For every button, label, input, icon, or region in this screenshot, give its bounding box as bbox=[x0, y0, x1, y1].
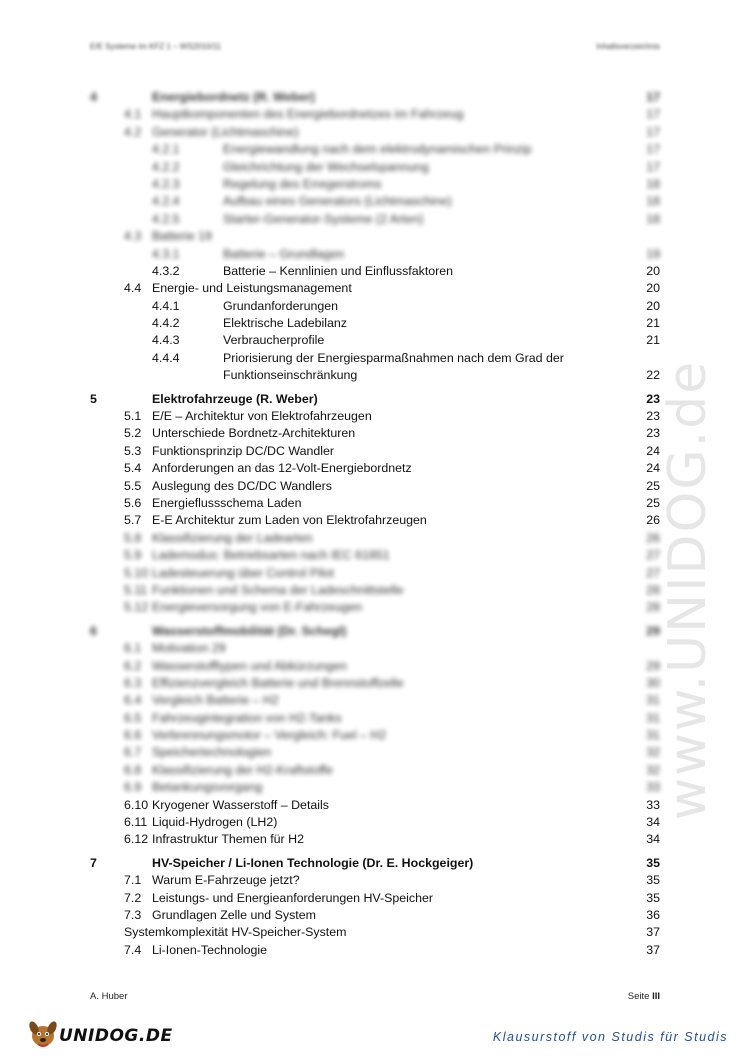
toc-entry-title: Energiebordnetz (R. Weber) bbox=[152, 90, 315, 104]
toc-entry-number: 5.11 bbox=[124, 582, 148, 597]
toc-entry-row bbox=[90, 675, 660, 692]
toc-entry-number: 4.3 bbox=[124, 229, 142, 244]
toc-entry-title: Motivation 29 bbox=[152, 641, 226, 656]
toc-entry-title: Elektrofahrzeuge (R. Weber) bbox=[152, 391, 318, 406]
toc-entry-number: 6.7 bbox=[124, 745, 142, 760]
toc-entry-title: E/E – Architektur von Elektrofahrzeugen bbox=[152, 409, 372, 424]
toc-entry-page: 34 bbox=[646, 815, 660, 830]
toc-entry-row bbox=[90, 332, 660, 349]
toc-entry-row bbox=[90, 779, 660, 796]
toc-entry-page: 28 bbox=[646, 600, 660, 615]
toc-entry-number: 6.5 bbox=[124, 710, 142, 725]
toc-entry-number: 4.2 bbox=[124, 124, 142, 139]
toc-entry-number: 6.10 bbox=[124, 797, 149, 812]
toc-entry-page: 17 bbox=[646, 159, 660, 174]
toc-entry-row bbox=[90, 211, 660, 228]
toc-entry-title: Gleichrichtung der Wechselspannung bbox=[223, 159, 429, 174]
toc-entry-page: 18 bbox=[646, 176, 660, 191]
footer-page-number: III bbox=[652, 991, 660, 1002]
toc-entry-title: Energieflussschema Laden bbox=[152, 496, 302, 510]
toc-entry-title: Ladesteuerung über Control Pilot bbox=[152, 565, 334, 580]
toc-entry-number: 4.1 bbox=[124, 107, 142, 122]
toc-entry-title: Starter-Generator-Systeme (2 Arten) bbox=[223, 211, 424, 226]
toc-entry-title: Batterie – Grundlagen bbox=[223, 246, 345, 261]
toc-entry-row bbox=[90, 106, 660, 123]
toc-entry-page: 32 bbox=[646, 745, 660, 760]
toc-entry-row bbox=[90, 530, 660, 547]
header-section-title: Inhaltsverzeichnis bbox=[596, 42, 660, 51]
slogan: Klausurstoff von Studis für Studis bbox=[492, 1030, 728, 1044]
toc-entry-title: Lademodus: Betriebsarten nach IEC 61851 bbox=[152, 548, 390, 563]
toc-entry-row bbox=[90, 478, 660, 495]
toc-entry-title: Funktionsprinzip DC/DC Wandler bbox=[152, 443, 335, 458]
toc-entry-number: 4.4.1 bbox=[152, 298, 180, 313]
toc-entry-row bbox=[90, 228, 660, 245]
toc-entry-title: Wasserstofftypen und Abkürzungen bbox=[152, 658, 347, 673]
toc-entry-page: 28 bbox=[646, 582, 660, 597]
toc-entry-page: 32 bbox=[646, 762, 660, 777]
toc-entry-title: Wasserstoffmobilität (Dr. Schegl) bbox=[152, 623, 347, 638]
toc-entry-number: 5.10 bbox=[124, 565, 149, 580]
toc-entry-number: 6 bbox=[90, 623, 97, 638]
toc-entry-row bbox=[90, 193, 660, 210]
toc-entry-row bbox=[90, 640, 660, 657]
toc-entry-page: 26 bbox=[646, 513, 660, 528]
toc-entry-page: 20 bbox=[646, 281, 660, 296]
header-course-title: E/E Systeme im KFZ 1 – WS2010/11 bbox=[90, 42, 222, 51]
toc-entry-row bbox=[90, 744, 660, 761]
toc-entry-page: 18 bbox=[646, 211, 660, 226]
toc-entry-row bbox=[90, 460, 660, 477]
toc-entry-page: 31 bbox=[646, 693, 660, 708]
toc-entry-page: 18 bbox=[646, 194, 660, 209]
toc-entry-title: Aufbau eines Generators (Lichtmaschine) bbox=[223, 194, 452, 209]
toc-entry-title: Liquid-Hydrogen (LH2) bbox=[152, 815, 278, 830]
toc-entry-number: 4.2.1 bbox=[152, 142, 180, 157]
toc-entry-title: Hauptkomponenten des Energiebordnetzes im Fahrzeug bbox=[152, 107, 464, 122]
toc-entry-number: 4.2.5 bbox=[152, 211, 180, 226]
toc-entry-title: Kryogener Wasserstoff – Details bbox=[152, 797, 329, 812]
toc-entry-number: 4.2.3 bbox=[152, 176, 180, 191]
footer-page-label: Seite bbox=[627, 991, 650, 1002]
toc-entry-page: 24 bbox=[646, 461, 660, 476]
toc-entry-page: 37 bbox=[646, 942, 660, 957]
toc-entry-page: 35 bbox=[646, 890, 660, 905]
toc-entry-number: 5.4 bbox=[124, 461, 142, 476]
toc-entry-title: Elektrische Ladebilanz bbox=[223, 316, 347, 331]
toc-entry-row bbox=[90, 907, 660, 924]
toc-entry-page: 31 bbox=[646, 728, 660, 743]
toc-entry-page: 17 bbox=[646, 90, 660, 104]
toc-entry-number: 6.4 bbox=[124, 693, 142, 708]
toc-entry-page: 21 bbox=[646, 316, 660, 331]
toc-entry-title: HV-Speicher / Li-Ionen Technologie (Dr. E. Hockgeiger) bbox=[152, 855, 474, 870]
table-of-contents bbox=[90, 89, 660, 959]
toc-entry-number: 4.3.1 bbox=[152, 246, 180, 261]
logo-text: UNIDOG.DE bbox=[59, 1026, 173, 1046]
toc-entry-page: 17 bbox=[646, 124, 660, 139]
toc-entry-row bbox=[90, 176, 660, 193]
page-header bbox=[90, 42, 660, 56]
toc-entry-title: Betankungsvorgang bbox=[152, 780, 263, 795]
toc-entry-title: Priorisierung der Energiesparmaßnahmen nach dem Grad der Funktionseinschränkung bbox=[223, 350, 564, 383]
toc-entry-title: Grundanforderungen bbox=[223, 298, 339, 313]
toc-entry-number: 7.4 bbox=[124, 942, 142, 957]
toc-entry-title: Energiewandlung nach dem elektrodynamischen Prinzip bbox=[223, 142, 532, 157]
toc-entry-title: Fahrzeugintegration von H2-Tanks bbox=[152, 710, 342, 725]
toc-entry-title: Funktionen und Schema der Ladeschnittstelle bbox=[152, 582, 404, 597]
toc-entry-page: 35 bbox=[646, 873, 660, 888]
toc-entry-page: 27 bbox=[646, 565, 660, 580]
dog-mascot-icon bbox=[26, 1016, 60, 1050]
toc-entry-number: 6.8 bbox=[124, 762, 142, 777]
toc-entry-row bbox=[90, 350, 660, 385]
toc-entry-number: 5.9 bbox=[124, 548, 142, 563]
toc-entry-row bbox=[90, 872, 660, 889]
toc-entry-number: 4.4.3 bbox=[152, 333, 180, 348]
toc-entry-number: 4.2.2 bbox=[152, 159, 180, 174]
toc-entry-title: Anforderungen an das 12-Volt-Energiebordnetz bbox=[152, 461, 412, 476]
toc-entry-page: 23 bbox=[646, 391, 660, 406]
toc-entry-page: 21 bbox=[646, 333, 660, 348]
toc-entry-row bbox=[90, 512, 660, 529]
toc-entry-row bbox=[90, 159, 660, 176]
toc-entry-page: 26 bbox=[646, 530, 660, 545]
toc-entry-page: 35 bbox=[646, 855, 660, 870]
toc-entry-title: Verbraucherprofile bbox=[223, 333, 325, 348]
toc-entry-number: 4.2.4 bbox=[152, 194, 180, 209]
toc-entry-number: 7.3 bbox=[124, 907, 142, 922]
toc-entry-number: 6.9 bbox=[124, 780, 142, 795]
toc-entry-number: 5.8 bbox=[124, 530, 142, 545]
toc-chapter-row bbox=[90, 89, 660, 106]
toc-entry-row bbox=[90, 727, 660, 744]
toc-entry-page: 33 bbox=[646, 797, 660, 812]
toc-entry-page: 24 bbox=[646, 443, 660, 458]
toc-entry-title: Verbrennungsmotor – Vergleich: Fuel – H2 bbox=[152, 728, 387, 743]
toc-entry-page: 33 bbox=[646, 780, 660, 795]
toc-entry-page: 23 bbox=[646, 426, 660, 441]
toc-entry-title: Generator (Lichtmaschine) bbox=[152, 124, 299, 139]
toc-entry-row bbox=[90, 565, 660, 582]
toc-entry-page: 30 bbox=[646, 675, 660, 690]
toc-chapter-row bbox=[90, 391, 660, 408]
toc-entry-title: Systemkomplexität HV-Speicher-System bbox=[124, 925, 347, 940]
toc-entry-title: E-E Architektur zum Laden von Elektrofahrzeugen bbox=[152, 513, 427, 528]
toc-entry-number: 5.1 bbox=[124, 409, 142, 424]
unidog-logo bbox=[26, 1016, 173, 1050]
toc-entry-title: Batterie – Kennlinien und Einflussfaktoren bbox=[223, 263, 454, 278]
toc-entry-row bbox=[90, 141, 660, 158]
toc-entry-row bbox=[90, 408, 660, 425]
toc-entry-title: Energieversorgung von E-Fahrzeugen bbox=[152, 600, 363, 615]
toc-entry-page: 22 bbox=[646, 368, 660, 383]
toc-entry-title: Klassifizierung der H2-Kraftstoffe bbox=[152, 762, 333, 777]
toc-entry-row bbox=[90, 298, 660, 315]
toc-entry-row bbox=[90, 942, 660, 959]
toc-entry-number: 5 bbox=[90, 391, 97, 406]
toc-entry-title: Auslegung des DC/DC Wandlers bbox=[152, 478, 332, 493]
toc-entry-number: 4.4.4 bbox=[152, 350, 180, 365]
toc-entry-page: 17 bbox=[646, 142, 660, 157]
toc-entry-row bbox=[90, 692, 660, 709]
toc-entry-number: 4.4.2 bbox=[152, 316, 180, 331]
toc-chapter-row bbox=[90, 623, 660, 640]
toc-entry-row bbox=[90, 315, 660, 332]
toc-entry-number: 4 bbox=[90, 90, 97, 104]
toc-entry-page: 29 bbox=[646, 623, 660, 638]
toc-chapter-row bbox=[90, 855, 660, 872]
toc-entry-row bbox=[90, 443, 660, 460]
toc-entry-title: Leistungs- und Energieanforderungen HV-Speicher bbox=[152, 890, 434, 905]
page-footer bbox=[90, 991, 660, 1005]
toc-entry-number: 6.6 bbox=[124, 728, 142, 743]
toc-entry-page: 25 bbox=[646, 496, 660, 510]
toc-entry-page: 25 bbox=[646, 478, 660, 493]
toc-entry-title: Regelung des Erregerstroms bbox=[223, 176, 382, 191]
toc-entry-number: 5.2 bbox=[124, 426, 142, 441]
toc-entry-row bbox=[90, 599, 660, 616]
toc-entry-row bbox=[90, 495, 660, 512]
toc-entry-row bbox=[90, 124, 660, 141]
toc-entry-page: 37 bbox=[646, 925, 660, 940]
toc-entry-page: 36 bbox=[646, 907, 660, 922]
toc-entry-number: 5.7 bbox=[124, 513, 142, 528]
toc-entry-row bbox=[90, 246, 660, 263]
toc-entry-number: 5.12 bbox=[124, 600, 149, 615]
toc-entry-title: Warum E-Fahrzeuge jetzt? bbox=[152, 873, 300, 888]
toc-entry-page: 27 bbox=[646, 548, 660, 563]
toc-entry-row bbox=[90, 710, 660, 727]
toc-entry-page: 20 bbox=[646, 263, 660, 278]
toc-entry-row bbox=[90, 831, 660, 848]
toc-entry-title: Batterie 19 bbox=[152, 229, 212, 244]
toc-entry-page: 17 bbox=[646, 107, 660, 122]
toc-entry-title: Energie- und Leistungsmanagement bbox=[152, 281, 352, 296]
toc-entry-title: Klassifizierung der Ladearten bbox=[152, 530, 313, 545]
toc-entry-number: 7.2 bbox=[124, 890, 142, 905]
toc-entry-number: 4.4 bbox=[124, 281, 142, 296]
toc-entry-title: Li-Ionen-Technologie bbox=[152, 942, 268, 957]
toc-entry-number: 6.11 bbox=[124, 815, 148, 830]
footer-page bbox=[628, 991, 660, 1002]
toc-entry-number: 7.1 bbox=[124, 873, 142, 888]
toc-entry-row bbox=[90, 814, 660, 831]
toc-entry-page: 34 bbox=[646, 832, 660, 847]
toc-entry-row bbox=[90, 797, 660, 814]
document-page: E/E Systeme im KFZ 1 – WS2010/11 Inhaltsverzeichnis 4 Energiebordnetz (R. Weber) 17 4.1 Hauptkomponenten des Energiebordnetzes im Fahrzeug 17 4.2 Generator (Lichtmaschine) 17 4.2.1 Energiewandlung nach dem elektrodynamischen Prinzip 17 4.2.2 Gleichrichtung der Wechselspannung 17 4.2.3 Regelung des Erregerstroms 18 4.2.4 Aufbau eines Generators (Lichtmaschine) 18 4.2.5 Starter-Generator-Systeme (2 Arten) 18 4.3 Batterie 19 4.3.1 Batterie – Grundlagen 19 4.3.2 Batterie – Kennlinien und Einflussfaktoren 20 4.4 Energie- und Leistungsmanagement 20 4.4.1 Grundanforderungen 20 4.4.2 Elektrische Ladebilanz 21 4.4.3 Verbraucherprofile 21 4.4.4 Priorisierung der Energiesparmaßnahmen nach dem Grad der Funktionseinschränkung 22 5 Elektrofahrzeuge (R. Weber) 23 5.1 E/E – Architektur von Elektrofahrzeugen 23 5.2 Unterschiede Bordnetz-Architekturen 23 5.3 Funktionsprinzip DC/DC Wandler 24 5.4 Anforderungen an das 12-Volt-Energiebordnetz 24 5.5 Auslegung des DC/DC Wandlers 25 5.6 Energieflussschema Laden 25 5.7 E-E Architektur zum Laden von Elektrofahrzeugen 26 5.8 Klassifizierung der Ladearten 26 5.9 Lademodus: Betriebsarten nach IEC 61851 27 5.10 Ladesteuerung über Control Pilot 27 5.11 Funktionen und Schema der Ladeschnittstelle 28 5.12 Energieversorgung von E-Fahrzeugen 28 6 Wasserstoffmobilität (Dr. Schegl) 29 6.1 Motivation 29 6.2 Wasserstofftypen und Abkürzungen 29 6.3 Effizienzvergleich Batterie und Brennstoffzelle 30 6.4 Vergleich Batterie – H2 31 6.5 Fahrzeugintegration von H2-Tanks 31 6.6 Verbrennungsmotor – Vergleich: Fuel – H2 31 6.7 Speichertechnologien 32 6.8 Klassifizierung der H2-Kraftstoffe 32 6.9 Betankungsvorgang 33 6.10 Kryogener Wasserstoff – Details 33 6.11 Liquid-Hydrogen (LH2) 34 6.12 Infrastruktur Themen für H2 34 7 HV-Speicher / Li-Ionen Technologie (Dr. E. Hockgeiger) 35 7.1 Warum E-Fahrzeuge jetzt? 35 7.2 Leistungs- und Energieanforderungen HV-Speicher 35 7.3 Grundlagen Zelle und System 36 Systemkomplexität HV-Speicher-System 37 7.4 Li-Ionen-Technologie 37 www.UNIDOG.de A. Huber Seite III UNIDOG.DE Klausurstoff von Studis für Studis bbox=[0, 0, 750, 1060]
toc-entry-title: Vergleich Batterie – H2 bbox=[152, 693, 279, 708]
toc-entry-page: 20 bbox=[646, 298, 660, 313]
toc-entry-row bbox=[90, 425, 660, 442]
toc-entry-title: Grundlagen Zelle und System bbox=[152, 907, 316, 922]
toc-entry-row bbox=[90, 890, 660, 907]
toc-entry-row bbox=[90, 924, 660, 941]
toc-entry-number: 6.3 bbox=[124, 675, 142, 690]
toc-entry-title: Speichertechnologien bbox=[152, 745, 272, 760]
toc-entry-row bbox=[90, 280, 660, 297]
toc-entry-row bbox=[90, 762, 660, 779]
toc-entry-number: 7 bbox=[90, 855, 97, 870]
toc-entry-page: 19 bbox=[646, 246, 660, 261]
toc-entry-number: 4.3.2 bbox=[152, 263, 180, 278]
footer-author: A. Huber bbox=[90, 991, 128, 1002]
toc-entry-row bbox=[90, 547, 660, 564]
toc-entry-number: 5.5 bbox=[124, 478, 142, 493]
toc-entry-title: Unterschiede Bordnetz-Architekturen bbox=[152, 426, 356, 441]
toc-entry-number: 5.6 bbox=[124, 496, 142, 510]
toc-entry-number: 5.3 bbox=[124, 443, 142, 458]
toc-entry-title: Effizienzvergleich Batterie und Brennstoffzelle bbox=[152, 675, 404, 690]
toc-entry-page: 29 bbox=[646, 658, 660, 673]
toc-entry-page: 23 bbox=[646, 409, 660, 424]
toc-entry-number: 6.2 bbox=[124, 658, 142, 673]
toc-entry-row bbox=[90, 263, 660, 280]
toc-entry-row bbox=[90, 658, 660, 675]
toc-entry-row bbox=[90, 582, 660, 599]
toc-entry-number: 6.1 bbox=[124, 641, 142, 656]
toc-entry-page: 31 bbox=[646, 710, 660, 725]
toc-entry-number: 6.12 bbox=[124, 832, 149, 847]
toc-entry-title: Infrastruktur Themen für H2 bbox=[152, 832, 304, 847]
